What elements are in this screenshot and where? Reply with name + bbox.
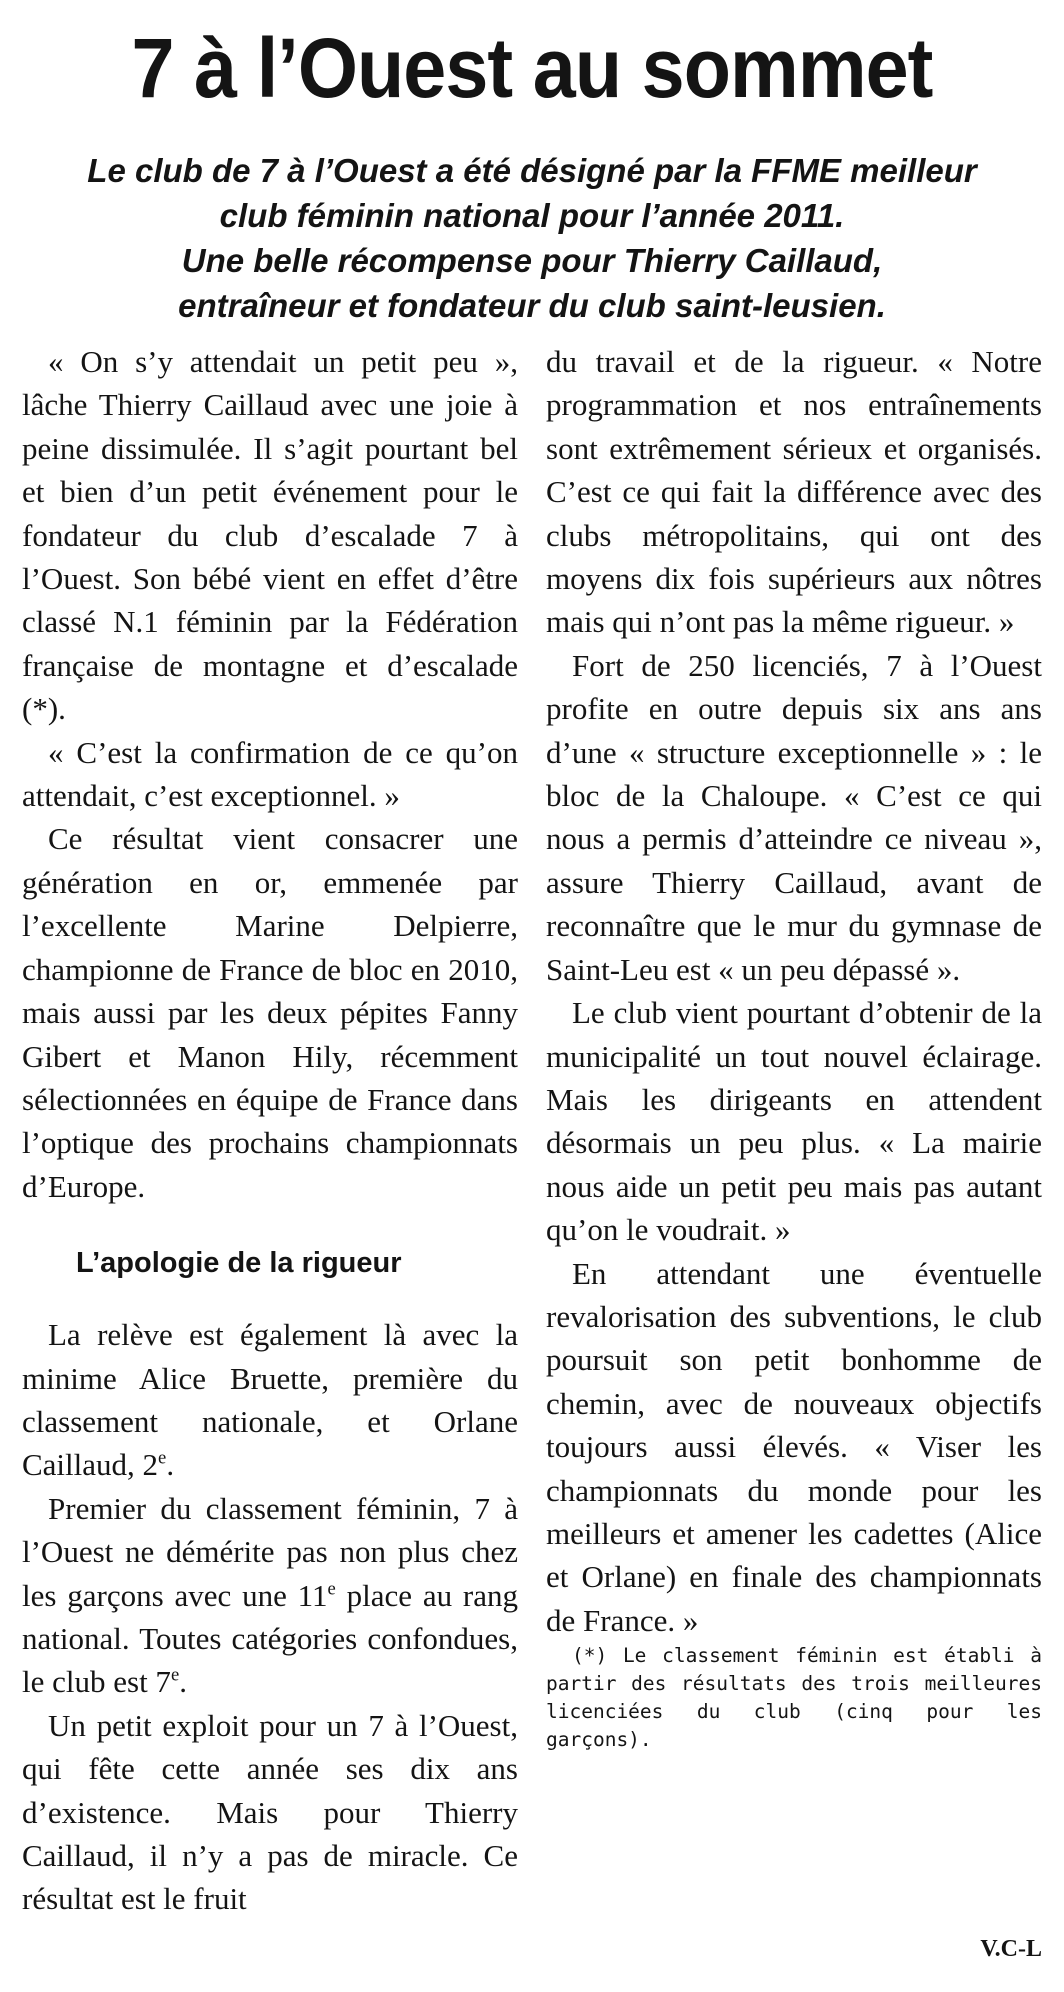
lead-line: club féminin national pour l’année 2011.	[219, 197, 845, 234]
paragraph-text: Premier du classement féminin, 7 à l’Ouest ne démérite pas non plus chez les garçons avec une 11	[22, 1490, 518, 1613]
ordinal-suffix: e	[170, 1665, 180, 1687]
body-paragraph: du travail et de la rigueur. « Notre programmation et nos entraînements sont extrêmement sérieux et organisés. C’est ce qui fait la différence avec des clubs métropolitains, qui ont des moyens dix fois supérieurs aux nôtres mais qui n’ont pas la même rigueur. »	[546, 344, 1042, 640]
author-signature: V.C-L	[980, 1936, 1042, 1962]
body-paragraph: Ce résultat vient consacrer une génération en or, emmenée par l’excellente Marine Delpierre, championne de France de bloc en 2010, mais aussi par les deux pépites Fanny Gibert et Manon Hily, récemment sélectionnées en équipe de France dans l’optique des prochains championnats d’Europe.	[22, 821, 518, 1204]
lead-line: entraîneur et fondateur du club saint-leusien.	[178, 287, 886, 324]
paragraph-text: place au rang national. Toutes catégories confondues, le club est 7	[22, 1577, 519, 1700]
body-paragraph: Un petit exploit pour un 7 à l’Ouest, qui fête cette année ses dix ans d’existence. Mais pour Thierry Caillaud, il n’y a pas de miracle. Ce résultat est le fruit	[22, 1707, 518, 1917]
body-paragraph	[22, 1487, 518, 1704]
body-paragraph: « C’est la confirmation de ce qu’on attendait, c’est exceptionnel. »	[22, 734, 518, 814]
lead-line: Le club de 7 à l’Ouest a été désigné par la FFME meilleur	[87, 152, 977, 189]
body-paragraph: En attendant une éventuelle revalorisation des subventions, le club poursuit son petit bonhomme de chemin, avec de nouveaux objectifs toujours aussi élevés. « Viser les championnats du monde pour les meilleurs et amener les cadettes (Alice et Orlane) en finale des championnats de France. »	[546, 1255, 1042, 1638]
footnote: (*) Le classement féminin est établi à partir des résultats des trois meilleures licenciées du club (cinq pour les garçons).	[546, 1644, 1042, 1752]
body-paragraph: Fort de 250 licenciés, 7 à l’Ouest profite en outre depuis six ans ans d’une « structure exceptionnelle » : le bloc de la Chaloupe. « C’est ce qui nous a permis d’atteindre ce niveau », assure Thierry Caillaud, avant de reconnaître que le mur du gymnase de Saint-Leu est « un peu dépassé ».	[546, 647, 1042, 987]
paragraph-text: La relève est également là avec la minime Alice Bruette, première du classement nationale, et Orlane Caillaud, 2	[22, 1317, 518, 1483]
body-paragraph: « On s’y attendait un petit peu », lâche Thierry Caillaud avec une joie à peine dissimulée. Il s’agit pourtant bel et bien d’un petit événement pour le fondateur du club d’escalade 7 à l’Ouest. Son bébé vient en effet d’être classé N.1 féminin par la Fédération française de montagne et d’escalade (*).	[22, 344, 518, 727]
body-paragraph	[22, 1313, 518, 1487]
article-headline: 7 à l’Ouest au sommet	[131, 21, 933, 115]
ordinal-suffix: e	[327, 1578, 336, 1600]
lead-line: Une belle récompense pour Thierry Caillaud,	[181, 242, 883, 279]
paragraph-text: .	[166, 1447, 175, 1483]
paragraph-text: .	[179, 1664, 187, 1700]
ordinal-suffix: e	[158, 1448, 167, 1470]
left-column	[22, 340, 518, 1921]
body-paragraph: Le club vient pourtant d’obtenir de la municipalité un tout nouvel éclairage. Mais les dirigeants en attendent désormais un peu plus. « La mairie nous aide un petit peu mais pas autant qu’on le voudrait. »	[546, 995, 1042, 1248]
section-subheading: L’apologie de la rigueur	[76, 1247, 402, 1280]
right-column	[546, 340, 1042, 1754]
article-lead	[20, 148, 1044, 328]
